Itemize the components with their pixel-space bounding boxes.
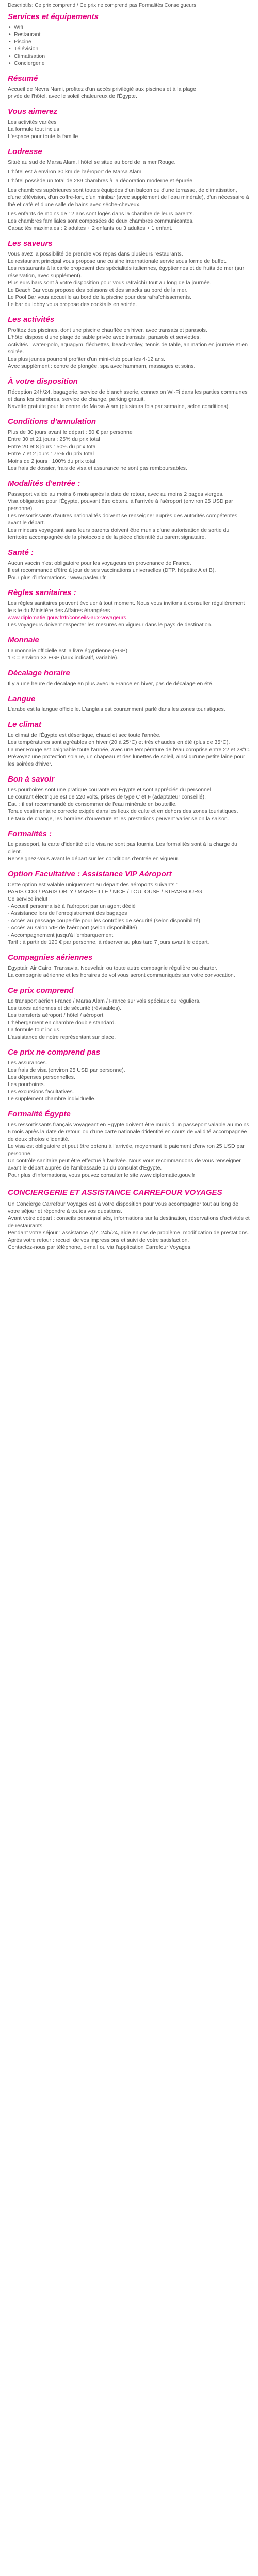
- ce-prix-title: Ce prix comprend: [8, 986, 74, 995]
- ne-comprend-line: Les assurances.: [8, 1060, 47, 1066]
- lodresse-line: L'hôtel est à environ 30 km de l'aéroport de Marsa Alam.: [8, 168, 143, 175]
- climat-line: La mer Rouge est baignable toute l'année, avec une température de l'eau comprise entre 22 et 28°C.: [8, 747, 250, 753]
- resume-title: Résumé: [8, 74, 38, 83]
- service-item-piscine: • Piscine: [8, 38, 250, 45]
- activites-line: Avec supplément : centre de plongée, spa avec hammam, massages et soins.: [8, 363, 196, 369]
- monnaie-title: Monnaie: [8, 636, 39, 645]
- lodresse-title: Lodresse: [8, 147, 42, 156]
- intro-text: Descriptifs: Ce prix comprend / Ce prix ne comprend pas Formalités Conseigueurs: [8, 3, 197, 8]
- service-item-conciergerie: • Conciergerie: [8, 60, 250, 67]
- climat-line: Les températures sont agréables en hiver (20 à 25°C) et très chaudes en été (plus de 35°C).: [8, 739, 230, 745]
- saveurs-section: [8, 239, 250, 308]
- sante-line: Aucun vaccin n'est obligatoire pour les voyageurs en provenance de France.: [8, 560, 191, 566]
- modalites-line: Les ressortissants d'autres nationalités doivent se renseigner auprès des autorités compétentes avant le départ.: [8, 513, 238, 526]
- resume-section: [8, 74, 250, 100]
- conditions-line: Entre 7 et 2 jours : 75% du prix total: [8, 451, 94, 457]
- lodresse-section: [8, 147, 250, 232]
- modalites-section: [8, 479, 250, 541]
- formalites-section: [8, 829, 250, 862]
- conditions-line: Entre 30 et 21 jours : 25% du prix total: [8, 436, 100, 443]
- option-facultative-line: Cette option est valable uniquement au départ des aéroports suivants :: [8, 882, 178, 888]
- formalites-line: Le passeport, la carte d'identité et le visa ne sont pas fournis. Les formalités sont à la charge du client.: [8, 841, 238, 855]
- lodresse-line: Les chambres familiales sont composées de deux chambres communicantes.: [8, 218, 194, 224]
- ne-comprend-section: [8, 1048, 250, 1103]
- lodresse-line: Les chambres supérieures sont toutes équipées d'un balcon ou d'une terrasse, de climatisation, d'une télévision, d'un coffre-fort, d'un minibar (avec supplément de l'eau minérale), d'un nécessaire à thé et café et d'une salle de bains avec sèche-cheveux.: [8, 187, 249, 208]
- activites-title: Les activités: [8, 315, 55, 324]
- formalite-egypte-line: Un contrôle sanitaire peut être effectué à l'arrivée. Nous vous recommandons de vous renseigner avant le départ auprès de l'ambassade ou du consulat d'Égypte.: [8, 1158, 241, 1171]
- votre-disposition-title: À votre disposition: [8, 377, 78, 386]
- langue-section: [8, 694, 250, 713]
- activites-line: Profitez des piscines, dont une piscine chauffée en hiver, avec transats et parasols.: [8, 327, 207, 333]
- conditions-title: Conditions d'annulation: [8, 417, 96, 426]
- regles-section: [8, 588, 250, 629]
- conditions-line: Plus de 30 jours avant le départ : 50 € par personne: [8, 429, 133, 435]
- conciergerie-line: Pendant votre séjour : assistance 7j/7, 24h/24, aide en cas de problème, modification de prestations.: [8, 1230, 249, 1236]
- saveurs-line: Vous avez la possibilité de prendre vos repas dans plusieurs restaurants.: [8, 251, 183, 257]
- resume-line: Accueil de Nevra Nami, profitez d'un accès privilégié aux piscines et à la plage: [8, 86, 197, 92]
- saveurs-line: Le restaurant principal vous propose une cuisine internationale servie sous forme de buffet.: [8, 258, 227, 264]
- service-item-wifi: • Wifi: [8, 24, 250, 31]
- lodresse-line: Situé au sud de Marsa Alam, l'hôtel se situe au bord de la mer Rouge.: [8, 159, 176, 165]
- conditions-line: Entre 20 et 8 jours : 50% du prix total: [8, 444, 97, 450]
- activites-line: L'hôtel dispose d'une plage de sable privée avec transats, parasols et serviettes.: [8, 334, 201, 341]
- option-facultative-title: Option Facultative : Assistance VIP Aéroport: [8, 870, 172, 878]
- ne-comprend-title: Ce prix ne comprend pas: [8, 1048, 101, 1057]
- resume-line: privée de l'hôtel, avec le soleil chaleureux de l'Égypte.: [8, 93, 137, 99]
- bon-savoir-section: [8, 775, 250, 822]
- option-facultative-line: PARIS CDG / PARIS ORLY / MARSEILLE / NICE / TOULOUSE / STRASBOURG: [8, 889, 202, 895]
- formalites-title: Formalités :: [8, 829, 52, 838]
- vous-aimerez-title: Vous aimerez: [8, 107, 58, 116]
- option-facultative-line: Tarif : à partir de 120 € par personne, à réserver au plus tard 7 jours avant le départ.: [8, 939, 209, 945]
- ce-prix-line: Les transferts aéroport / hôtel / aéroport.: [8, 1012, 105, 1019]
- sante-line: Il est recommandé d'être à jour de ses vaccinations universelles (DTP, hépatite A et B).: [8, 567, 216, 573]
- monnaie-section: [8, 636, 250, 662]
- saveurs-line: Le Pool Bar vous accueille au bord de la piscine pour des rafraîchissements.: [8, 294, 192, 300]
- product-description-page: [0, 0, 258, 1256]
- votre-disposition-line: Réception 24h/24, bagagerie, service de blanchisserie, connexion Wi-Fi dans les parties communes et dans les chambres, service de change, parking gratuit.: [8, 389, 248, 402]
- option-facultative-line: - Assistance lors de l'enregistrement des bagages: [8, 910, 127, 917]
- regles-link[interactable]: www.diplomatie.gouv.fr/fr/conseils-aux-voyageurs: [8, 615, 126, 621]
- decalage-line: Il y a une heure de décalage en plus avec la France en hiver, pas de décalage en été.: [8, 681, 214, 687]
- lodresse-line: Les enfants de moins de 12 ans sont logés dans la chambre de leurs parents.: [8, 211, 195, 217]
- sante-line: Pour plus d'informations : www.pasteur.fr: [8, 574, 106, 581]
- ce-prix-line: L'assistance de notre représentant sur place.: [8, 1034, 116, 1040]
- climat-line: Le climat de l'Égypte est désertique, chaud et sec toute l'année.: [8, 732, 161, 738]
- bon-savoir-line: Le taux de change, les horaires d'ouverture et les prestations peuvent varier selon la saison.: [8, 816, 229, 822]
- decalage-title: Décalage horaire: [8, 669, 70, 677]
- langue-line: L'arabe est la langue officielle. L'anglais est couramment parlé dans les zones touristiques.: [8, 706, 225, 713]
- climat-line: Prévoyez une protection solaire, un chapeau et des lunettes de soleil, ainsi qu'une petite laine pour les soirées d'hiver.: [8, 754, 245, 767]
- option-facultative-line: - Accueil personnalisé à l'aéroport par un agent dédié: [8, 903, 136, 909]
- ne-comprend-line: Les dépenses personnelles.: [8, 1074, 75, 1080]
- saveurs-line: Le Beach Bar vous propose des boissons et des snacks au bord de la mer.: [8, 287, 188, 293]
- lodresse-line: Capacités maximales : 2 adultes + 2 enfants ou 3 adultes + 1 enfant.: [8, 225, 173, 231]
- ce-prix-section: [8, 986, 250, 1041]
- ce-prix-line: La formule tout inclus.: [8, 1027, 61, 1033]
- compagnies-line: La compagnie aérienne et les horaires de vol vous seront communiqués sur votre convocation.: [8, 972, 235, 978]
- activites-line: Les plus jeunes pourront profiter d'un mini-club pour les 4-12 ans.: [8, 356, 165, 362]
- formalite-egypte-line: Le visa est obligatoire et peut être obtenu à l'arrivée, moyennant le paiement d'environ 25 USD par personne.: [8, 1143, 245, 1157]
- formalite-egypte-title: Formalité Égypte: [8, 1110, 71, 1118]
- services-list: [8, 24, 250, 67]
- formalite-egypte-line: Les ressortissants français voyageant en Égypte doivent être munis d'un passeport valable au moins 6 mois après la date de retour, ou d'une carte nationale d'identité en cours de validité accompagnée de deux photos d'identité.: [8, 1122, 249, 1142]
- modalites-title: Modalités d'entrée :: [8, 479, 80, 488]
- compagnies-section: [8, 953, 250, 979]
- services-title: Services et équipements: [8, 12, 99, 21]
- saveurs-line: Le bar du lobby vous propose des cocktails en soirée.: [8, 301, 137, 308]
- sante-section: [8, 548, 250, 581]
- option-facultative-line: - Accompagnement jusqu'à l'embarquement: [8, 932, 114, 938]
- saveurs-line: Plusieurs bars sont à votre disposition pour vous rafraîchir tout au long de la journée.: [8, 280, 212, 286]
- conciergerie-title: CONCIERGERIE ET ASSISTANCE CARREFOUR VOYAGES: [8, 1188, 222, 1197]
- bon-savoir-line: Tenue vestimentaire correcte exigée dans les lieux de culte et en dehors des zones touristiques.: [8, 808, 238, 815]
- ce-prix-line: Le transport aérien France / Marsa Alam / France sur vols spéciaux ou réguliers.: [8, 998, 201, 1004]
- monnaie-line: La monnaie officielle est la livre égyptienne (EGP).: [8, 648, 130, 654]
- option-facultative-section: [8, 870, 250, 946]
- vous-aimerez-line: La formule tout inclus: [8, 126, 59, 132]
- regles-line: Les règles sanitaires peuvent évoluer à tout moment. Nous vous invitons à consulter régulièrement le site du Ministère des Affaires étrangères :: [8, 600, 245, 614]
- conciergerie-section: [8, 1188, 250, 1251]
- saveurs-line: Les restaurants à la carte proposent des spécialités italiennes, égyptiennes et de fruits de mer (sur réservation, avec supplément).: [8, 265, 245, 279]
- bon-savoir-title: Bon à savoir: [8, 775, 55, 784]
- conciergerie-line: Un Concierge Carrefour Voyages est à votre disposition pour vous accompagner tout au long de votre séjour et répondre à toutes vos questions.: [8, 1201, 239, 1214]
- activites-line: Activités : water-polo, aquagym, fléchettes, beach-volley, tennis de table, animation en journée et en soirée.: [8, 342, 248, 355]
- bon-savoir-line: Le courant électrique est de 220 volts, prises de type C et F (adaptateur conseillé).: [8, 794, 206, 800]
- ne-comprend-line: Les pourboires.: [8, 1081, 45, 1088]
- climat-title: Le climat: [8, 720, 42, 729]
- formalite-egypte-section: [8, 1110, 250, 1179]
- ce-prix-line: Les taxes aériennes et de sécurité (révisables).: [8, 1005, 122, 1011]
- ce-prix-line: L'hébergement en chambre double standard.: [8, 1020, 116, 1026]
- conciergerie-line: Après votre retour : recueil de vos impressions et suivi de votre satisfaction.: [8, 1237, 189, 1243]
- lodresse-line: L'hôtel possède un total de 289 chambres à la décoration moderne et épurée.: [8, 178, 194, 184]
- vous-aimerez-section: [8, 107, 250, 140]
- formalite-egypte-line: Pour plus d'informations, vous pouvez consulter le site www.diplomatie.gouv.fr: [8, 1172, 196, 1178]
- climat-section: [8, 720, 250, 768]
- formalites-line: Renseignez-vous avant le départ sur les conditions d'entrée en vigueur.: [8, 856, 180, 862]
- compagnies-title: Compagnies aériennes: [8, 953, 93, 962]
- ne-comprend-line: Les frais de visa (environ 25 USD par personne).: [8, 1067, 125, 1073]
- ne-comprend-line: Les excursions facultatives.: [8, 1089, 74, 1095]
- vous-aimerez-line: Les activités variées: [8, 119, 57, 125]
- saveurs-title: Les saveurs: [8, 239, 53, 248]
- service-item-restaurant: • Restaurant: [8, 31, 250, 38]
- decalage-section: [8, 669, 250, 687]
- activites-section: [8, 315, 250, 370]
- ne-comprend-line: Le supplément chambre individuelle.: [8, 1096, 96, 1102]
- conciergerie-line: Avant votre départ : conseils personnalisés, informations sur la destination, réservations d'activités et de restaurants.: [8, 1215, 250, 1229]
- conditions-line: Les frais de dossier, frais de visa et assurance ne sont pas remboursables.: [8, 465, 187, 471]
- modalites-line: Les mineurs voyageant sans leurs parents doivent être munis d'une autorisation de sortie du territoire accompagnée de la photocopie de la pièce d'identité du parent signataire.: [8, 527, 230, 540]
- modalites-line: Visa obligatoire pour l'Égypte, pouvant être obtenu à l'arrivée à l'aéroport (environ 25 USD par personne).: [8, 498, 233, 512]
- service-item-climatisation: • Climatisation: [8, 53, 250, 60]
- bon-savoir-line: Les pourboires sont une pratique courante en Égypte et sont appréciés du personnel.: [8, 787, 213, 793]
- vous-aimerez-line: L'espace pour toute la famille: [8, 133, 78, 140]
- services-section: [8, 12, 250, 67]
- service-item-television: • Télévision: [8, 45, 250, 53]
- langue-title: Langue: [8, 694, 36, 703]
- bon-savoir-line: Eau : il est recommandé de consommer de l'eau minérale en bouteille.: [8, 801, 177, 807]
- monnaie-line: 1 € = environ 33 EGP (taux indicatif, variable).: [8, 655, 119, 661]
- option-facultative-line: Ce service inclut :: [8, 896, 51, 902]
- regles-title: Règles sanitaires :: [8, 588, 76, 597]
- conditions-section: [8, 417, 250, 472]
- modalites-line: Passeport valide au moins 6 mois après la date de retour, avec au moins 2 pages vierges.: [8, 491, 224, 497]
- votre-disposition-section: [8, 377, 250, 410]
- option-facultative-line: - Accès au passage coupe-file pour les contrôles de sécurité (selon disponibilité): [8, 918, 200, 924]
- conciergerie-line: Contactez-nous par téléphone, e-mail ou via l'application Carrefour Voyages.: [8, 1244, 192, 1250]
- sante-title: Santé :: [8, 548, 34, 557]
- conditions-line: Moins de 2 jours : 100% du prix total: [8, 458, 95, 464]
- votre-disposition-line: Navette gratuite pour le centre de Marsa Alam (plusieurs fois par semaine, selon conditions).: [8, 403, 230, 410]
- regles-line: Les voyageurs doivent respecter les mesures en vigueur dans le pays de destination.: [8, 622, 213, 628]
- compagnies-line: Égyptair, Air Cairo, Transavia, Nouvelair, ou toute autre compagnie régulière ou charter.: [8, 965, 218, 971]
- option-facultative-line: - Accès au salon VIP de l'aéroport (selon disponibilité): [8, 925, 137, 931]
